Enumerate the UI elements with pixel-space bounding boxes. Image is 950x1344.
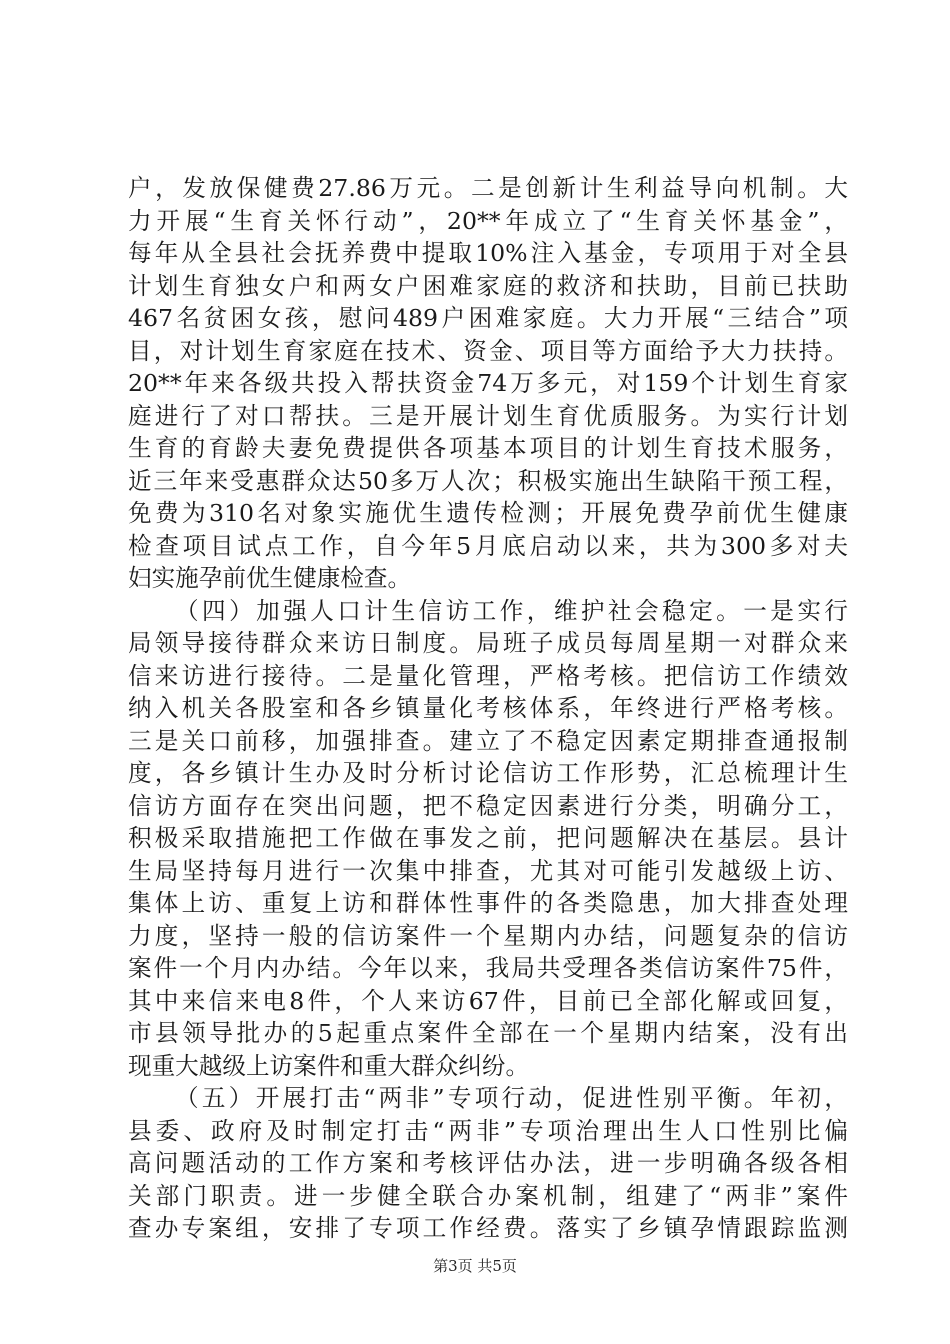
text-line: 庭进行了对口帮扶。三是开展计划生育优质服务。为实行计划 [128,401,848,430]
text-line: 市县领导批办的5起重点案件全部在一个星期内结案，没有出 [128,1019,848,1047]
text-line: 其中来信来电8件，个人来访67件，目前已全部化解或回复， [128,986,848,1015]
text-line: 力度，坚持一般的信访案件一个星期内办结，问题复杂的信访 [128,921,848,950]
text-line: 目，对计划生育家庭在技术、资金、项目等方面给予大力扶持。 [128,336,848,365]
text-line: 三是关口前移，加强排查。建立了不稳定因素定期排查通报制 [128,726,848,755]
text-line: 信访方面存在突出问题，把不稳定因素进行分类，明确分工， [128,791,848,820]
text-line: 查办专案组，安排了专项工作经费。落实了乡镇孕情跟踪监测 [128,1214,848,1242]
text-line: 力开展“生育关怀行动”，20**年成立了“生育关怀基金”， [128,206,848,235]
text-line: 免费为310名对象实施优生遗传检测；开展免费孕前优生健康 [128,499,848,527]
text-line: 县委、政府及时制定打击“两非”专项治理出生人口性别比偏 [128,1116,848,1145]
text-line: 生育的育龄夫妻免费提供各项基本项目的计划生育技术服务， [128,434,848,462]
text-line: 积极采取措施把工作做在事发之前，把问题解决在基层。县计 [128,824,848,852]
text-line: 户，发放保健费27.86万元。二是创新计生利益导向机制。大 [128,174,848,202]
paragraph-start-line: （五）开展打击“两非”专项行动，促进性别平衡。年初， [175,1084,848,1112]
text-line: 纳入机关各股室和各乡镇量化考核体系，年终进行严格考核。 [128,694,848,722]
page-footer [0,1256,950,1276]
text-line: 案件一个月内办结。今年以来，我局共受理各类信访案件75件， [128,954,848,982]
document-body [128,172,848,1245]
text-line: 高问题活动的工作方案和考核评估办法，进一步明确各级各相 [128,1149,848,1177]
text-line: 现重大越级上访案件和重大群众纠纷。 [128,1051,530,1080]
page-number-label: 第3页 共5页 [433,1257,517,1275]
text-line: 局领导接待群众来访日制度。局班子成员每周星期一对群众来 [128,629,848,657]
text-line: 近三年来受惠群众达50多万人次；积极实施出生缺陷干预工程， [128,466,848,495]
text-line: 检查项目试点工作，自今年5月底启动以来，共为300多对夫 [128,531,848,560]
text-line: 关部门职责。进一步健全联合办案机制，组建了“两非”案件 [128,1181,848,1210]
text-line: 妇实施孕前优生健康检查。 [128,564,412,592]
paragraph-start-line: （四）加强人口计生信访工作，维护社会稳定。一是实行 [175,596,848,625]
text-line: 计划生育独女户和两女户困难家庭的救济和扶助，目前已扶助 [128,271,848,300]
text-line: 集体上访、重复上访和群体性事件的各类隐患，加大排查处理 [128,889,848,917]
text-line: 度，各乡镇计生办及时分析讨论信访工作形势，汇总梳理计生 [128,759,848,787]
text-line: 生局坚持每月进行一次集中排查，尤其对可能引发越级上访、 [128,856,848,885]
text-line: 467名贫困女孩，慰问489户困难家庭。大力开展“三结合”项 [128,304,848,332]
text-line: 信来访进行接待。二是量化管理，严格考核。把信访工作绩效 [128,661,848,690]
text-line: 20**年来各级共投入帮扶资金74万多元，对159个计划生育家 [128,369,848,397]
text-line: 每年从全县社会抚养费中提取10%注入基金，专项用于对全县 [128,239,848,267]
